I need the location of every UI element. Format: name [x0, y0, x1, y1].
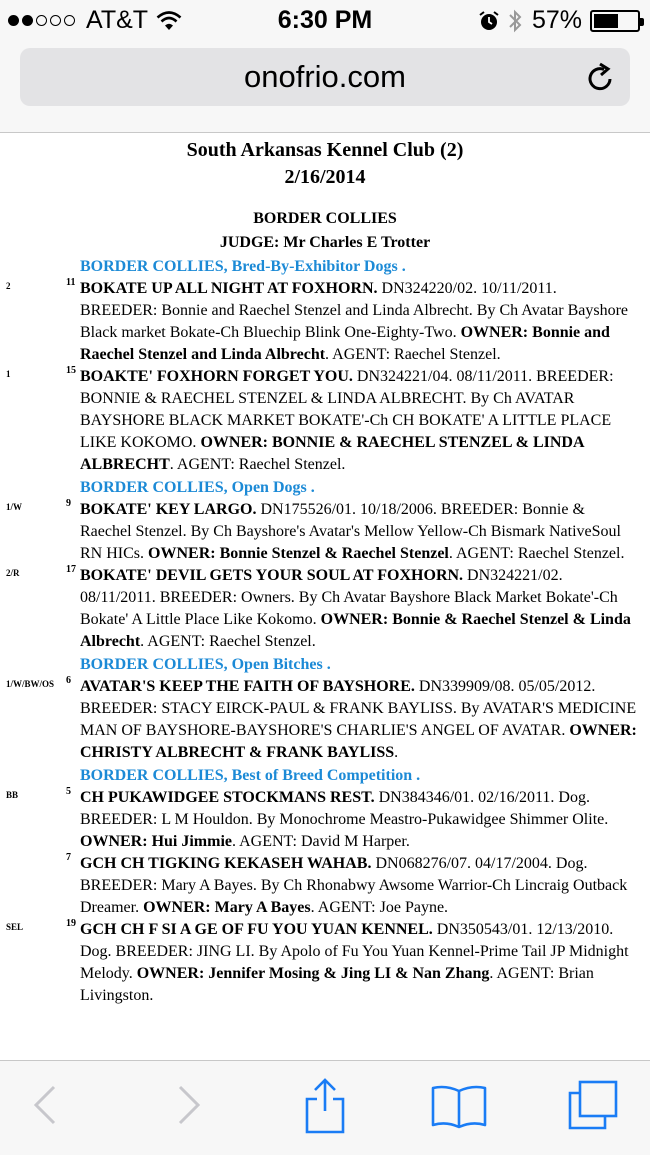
class-heading-link[interactable]: BORDER COLLIES, Bred-By-Exhibitor Dogs . [80, 258, 406, 275]
carrier-name: AT&T [86, 6, 149, 34]
dog-name: BOKATE' KEY LARGO. [80, 501, 257, 518]
reload-icon[interactable] [586, 61, 616, 93]
owner-name: Bonnie and Raechel Stenzel and Linda Albrecht [80, 324, 610, 363]
dog-entry [6, 365, 638, 476]
back-button[interactable] [30, 1083, 60, 1127]
dog-name: AVATAR'S KEEP THE FAITH OF BAYSHORE. [80, 678, 415, 695]
owner-label: OWNER: [200, 434, 268, 451]
placement: 1/W [6, 502, 23, 512]
share-button[interactable] [302, 1077, 348, 1135]
judge-name: JUDGE: Mr Charles E Trotter [219, 234, 431, 251]
web-page-content [0, 133, 650, 1058]
entry-details: DN339909/08. 05/05/2012. BREEDER: STACY EIRCK-PAUL & FRANK BAYLISS. By AVATAR'S MEDICINE MAN OF BAYSHORE-BAYSHORE'S CHARLIE'S ANGEL OF AVATAR. [80, 678, 637, 739]
entry-details: DN324221/02. 08/11/2011. BREEDER: Owners. By Ch Avatar Bayshore Black Market Bokate'-Ch Bokate' A Little Place Like Kokomo. [80, 567, 618, 628]
battery-percentage: 57% [531, 6, 582, 34]
dog-name: BOKATE' DEVIL GETS YOUR SOUL AT FOXHORN. [80, 567, 464, 584]
agent-info: . AGENT: Raechel Stenzel. [140, 633, 316, 650]
dog-entry [6, 786, 638, 853]
owner-label: OWNER: [136, 965, 205, 982]
show-date: 2/16/2014 [284, 166, 366, 188]
catalog-number: 9 [66, 498, 71, 509]
agent-info: . AGENT: Joe Payne. [310, 899, 449, 916]
agent-info: . AGENT: Raechel Stenzel. [448, 545, 625, 562]
owner-name: Jennifer Mosing & Jing LI & Nan Zhang [204, 965, 490, 982]
owner-name: Mary A Bayes [210, 899, 311, 916]
battery-icon [590, 10, 640, 32]
agent-info: . [394, 744, 399, 761]
dog-name: CH PUKAWIDGEE STOCKMANS REST. [80, 789, 375, 806]
owner-name: CHRISTY ALBRECHT & FRANK BAYLISS [80, 744, 395, 761]
owner-label: OWNER: [80, 833, 148, 850]
agent-info: . AGENT: Brian Livingston. [80, 965, 594, 1004]
class-heading-link[interactable]: BORDER COLLIES, Best of Breed Competition . [80, 767, 421, 784]
placement: 2 [6, 281, 11, 291]
agent-info: . AGENT: David M Harper. [232, 833, 410, 850]
dog-entry [6, 675, 638, 764]
page-title [0, 137, 650, 191]
dog-entry [6, 277, 638, 366]
catalog-number: 17 [66, 564, 76, 575]
catalog-number: 15 [66, 365, 76, 376]
catalog-number: 11 [66, 277, 76, 288]
dog-name: GCH CH F SI A GE OF FU YOU YUAN KENNEL. [80, 921, 433, 938]
breed-name: BORDER COLLIES [253, 210, 397, 227]
owner-name: Hui Jimmie [147, 833, 232, 850]
dog-name: BOKATE UP ALL NIGHT AT FOXHORN. [80, 280, 378, 297]
forward-button[interactable] [174, 1083, 204, 1127]
catalog-number: 19 [66, 918, 76, 929]
owner-label: OWNER: [143, 899, 211, 916]
entry-details: DN068276/07. 04/17/2004. Dog. BREEDER: Mary A Bayes. By Ch Rhonabwy Awsome Warrior-Ch Lincraig Outback Dreamer. [80, 855, 628, 916]
browser-top-bar [0, 40, 650, 133]
owner-label: OWNER: [320, 611, 389, 628]
alarm-icon [478, 10, 500, 32]
dog-entry [6, 564, 638, 653]
dog-entry [6, 918, 638, 1007]
agent-info: . AGENT: Raechel Stenzel. [325, 346, 501, 363]
placement: 2/R [6, 568, 20, 578]
tabs-button[interactable] [566, 1079, 620, 1131]
dog-name: BOAKTE' FOXHORN FORGET YOU. [80, 368, 353, 385]
address-bar[interactable] [20, 48, 630, 106]
clock: 6:30 PM [277, 6, 373, 34]
owner-name: Bonnie & Raechel Stenzel & Linda Albrecht [80, 611, 631, 650]
breed-heading [0, 207, 650, 255]
class-heading-link[interactable]: BORDER COLLIES, Open Bitches . [80, 656, 331, 673]
status-bar [0, 0, 650, 40]
bookmarks-button[interactable] [430, 1083, 488, 1129]
owner-name: BONNIE & RAECHEL STENZEL & LINDA ALBRECHT [80, 434, 584, 473]
owner-label: OWNER: [569, 722, 637, 739]
entry-details: DN384346/01. 02/16/2011. Dog. BREEDER: L M Houldon. By Monochrome Meastro-Pukawidgee Shimmer Olite. [80, 789, 609, 828]
owner-name: Bonnie Stenzel & Raechel Stenzel [215, 545, 449, 562]
battery-level [594, 14, 618, 28]
battery-nub [640, 18, 644, 26]
dog-entry [66, 852, 638, 919]
entry-details: DN324220/02. 10/11/2011. BREEDER: Bonnie and Raechel Stenzel and Linda Albrecht. By Ch Avatar Bayshore Black market Bokate-Ch Bluechip Blink One-Eighty-Two. [80, 280, 629, 341]
catalog-number: 6 [66, 675, 71, 686]
dog-entry [6, 498, 638, 565]
placement: 1 [6, 369, 11, 379]
placement: 1/W/BW/OS [6, 679, 55, 689]
owner-label: OWNER: [460, 324, 529, 341]
entry-details: DN324221/04. 08/11/2011. BREEDER: BONNIE & RAECHEL STENZEL & LINDA ALBRECHT. By Ch AVATAR BAYSHORE BLACK MARKET BOKATE'-Ch CH BOKATE' A LITTLE PLACE LIKE KOKOMO. [80, 368, 614, 451]
status-right [472, 6, 640, 35]
entry-details: DN350543/01. 12/13/2010. Dog. BREEDER: JING LI. By Apolo of Fu You Yuan Kennel-Prime Tail JP Midnight Melody. [80, 921, 629, 982]
class-heading-link[interactable]: BORDER COLLIES, Open Dogs . [80, 479, 315, 496]
results-list [0, 255, 650, 1007]
owner-label: OWNER: [148, 545, 216, 562]
catalog-number: 5 [66, 786, 71, 797]
url-text[interactable]: onofrio.com [244, 59, 406, 94]
placement: BB [6, 790, 19, 800]
dog-name: GCH CH TIGKING KEKASEH WAHAB. [80, 855, 372, 872]
bluetooth-icon [506, 8, 524, 34]
show-name: South Arkansas Kennel Club (2) [186, 139, 464, 161]
agent-info: . AGENT: Raechel Stenzel. [169, 456, 346, 473]
browser-toolbar [0, 1060, 650, 1155]
catalog-number: 7 [66, 852, 71, 863]
entry-details: DN175526/01. 10/18/2006. BREEDER: Bonnie & Raechel Stenzel. By Ch Bayshore's Avatar's Mellow Yellow-Ch Bismark NativeSoul RN HICs. [80, 501, 621, 562]
placement: SEL [6, 922, 24, 932]
